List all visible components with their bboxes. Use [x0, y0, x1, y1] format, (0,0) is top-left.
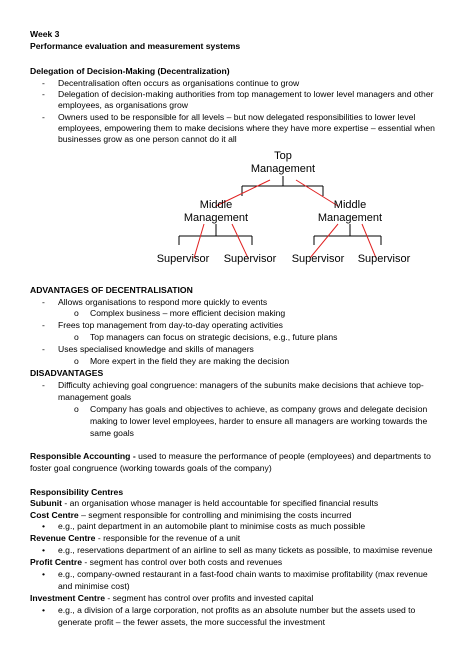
org-supervisor-3: Supervisor: [291, 253, 345, 265]
term: Subunit: [30, 498, 62, 508]
list-item: Difficulty achieving goal congruence: managers of the subunits make decisions that achieve top-: [58, 380, 424, 390]
definition: – segment responsible for controlling and minimising the costs incurred: [78, 510, 352, 520]
term: Investment Centre: [30, 593, 105, 603]
dot-bullet: •: [42, 521, 46, 531]
dash-bullet: -: [42, 380, 45, 390]
example-item: e.g., reservations department of an airline to sell as many tickets as possible, to maximise revenue: [58, 545, 433, 555]
investment-centre-line: [30, 593, 313, 604]
disadvantages-heading: DISADVANTAGES: [30, 368, 104, 378]
circle-bullet: o: [74, 404, 79, 414]
dot-bullet: •: [42, 605, 46, 615]
dot-bullet: •: [42, 569, 46, 579]
sub-list-item: Company has goals and objectives to achieve, as company grows and delegate decision: [90, 404, 428, 414]
dash-bullet: -: [42, 344, 45, 354]
term: Responsible Accounting -: [30, 451, 136, 461]
section-heading-delegation: Delegation of Decision-Making (Decentralization): [30, 66, 230, 76]
list-item: Owners used to be responsible for all levels – but now delegated responsibilities to lower level: [58, 112, 416, 122]
org-supervisor-2: Supervisor: [223, 253, 277, 265]
subunit-line: [30, 498, 378, 509]
definition: - an organisation whose manager is held accountable for specified financial results: [61, 498, 379, 508]
dash-bullet: -: [42, 297, 45, 307]
org-top-line1: Top: [274, 150, 292, 162]
term: Cost Centre: [30, 510, 79, 520]
list-item-cont: businesses grow as one person cannot do it all: [58, 134, 237, 144]
example-item: e.g., company-owned restaurant in a fast-food chain wants to maximise profitability (max revenue: [58, 569, 428, 579]
cost-centre-line: [30, 510, 351, 521]
circle-bullet: o: [74, 356, 79, 366]
org-mid2-line2: Management: [317, 212, 383, 224]
example-item-cont: and minimise cost): [58, 581, 130, 591]
responsible-accounting-cont: foster goal congruence (working towards goals of the company): [30, 463, 272, 473]
sub-list-item: Top managers can focus on strategic decisions, e.g., future plans: [90, 332, 338, 342]
org-top-line2: Management: [250, 163, 316, 175]
list-item: Delegation of decision-making authorities from top management to lower level managers and other: [58, 89, 434, 99]
week-label: Week 3: [30, 29, 60, 39]
definition: - segment has control over profits and invested capital: [104, 593, 314, 603]
dash-bullet: -: [42, 320, 45, 330]
org-mid1-line2: Management: [183, 212, 249, 224]
definition: used to measure the performance of people (employees) and departments to: [135, 451, 431, 461]
list-item: Uses specialised knowledge and skills of managers: [58, 344, 254, 354]
example-item: e.g., paint department in an automobile plant to minimise costs as much possible: [58, 521, 366, 531]
list-item-cont: management goals: [58, 392, 132, 402]
dash-bullet: -: [42, 78, 45, 88]
org-mid2-line1: Middle: [333, 199, 367, 211]
list-item: Allows organisations to respond more quickly to events: [58, 297, 268, 307]
list-item-cont: employees, as organisations grow: [58, 100, 188, 110]
definition: - responsible for the revenue of a unit: [95, 533, 241, 543]
list-item: Frees top management from day-to-day operating activities: [58, 320, 283, 330]
advantages-heading: ADVANTAGES OF DECENTRALISATION: [30, 285, 193, 295]
sub-list-item-cont: same goals: [90, 428, 134, 438]
org-supervisor-1: Supervisor: [156, 253, 210, 265]
dash-bullet: -: [42, 89, 45, 99]
sub-list-item: More expert in the field they are making the decision: [90, 356, 290, 366]
term: Profit Centre: [30, 557, 83, 567]
list-item: Decentralisation often occurs as organisations continue to grow: [58, 78, 300, 88]
dot-bullet: •: [42, 545, 46, 555]
sub-list-item-cont: making to lower level employees, harder to ensure all managers are working towards the: [90, 416, 428, 426]
org-mid1-line1: Middle: [199, 199, 233, 211]
sub-list-item: Complex business – more efficient decision making: [90, 308, 286, 318]
definition: - segment has control over both costs and revenues: [82, 557, 283, 567]
org-supervisor-4: Supervisor: [357, 253, 411, 265]
example-item: e.g., a division of a large corporation, not profits as an absolute number but the assets used to: [58, 605, 416, 615]
page-title: Performance evaluation and measurement systems: [30, 41, 241, 51]
example-item-cont: generate profit – the fewer assets, the more successful the investment: [58, 617, 326, 627]
centres-heading: Responsibility Centres: [30, 487, 124, 497]
circle-bullet: o: [74, 332, 79, 342]
list-item-cont: employees, empowering them to make decisions where they have more expertise – essential when: [58, 123, 435, 133]
revenue-centre-line: [30, 533, 240, 544]
dash-bullet: -: [42, 112, 45, 122]
circle-bullet: o: [74, 308, 79, 318]
profit-centre-line: [30, 557, 282, 568]
term: Revenue Centre: [30, 533, 96, 543]
responsible-accounting-line: [30, 451, 431, 462]
